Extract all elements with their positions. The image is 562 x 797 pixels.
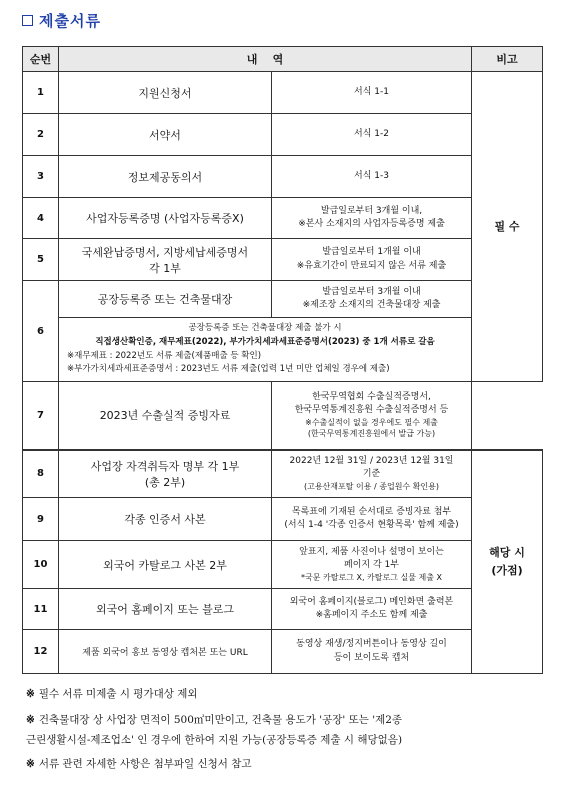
note-line: 페이지 각 1부 xyxy=(344,559,399,570)
row-note xyxy=(272,630,472,674)
footnote xyxy=(26,732,402,750)
row-item: 외국어 카탈로그 사본 2부 xyxy=(59,541,272,589)
row-item: 공장등록증 또는 건축물대장 xyxy=(59,281,272,318)
note-line: 발급일로부터 3개월 이내, xyxy=(320,205,423,216)
row-item: 제품 외국어 홍보 동영상 캡처본 또는 URL xyxy=(59,630,272,674)
note-line: *국문 카탈로그 X, 카탈로그 실물 제출 X xyxy=(301,572,442,582)
header-remark: 비고 xyxy=(472,47,543,72)
row-no: 7 xyxy=(23,382,59,450)
row-note xyxy=(272,239,472,281)
note-line: ※제조장 소재지의 건축물대장 제출 xyxy=(302,300,441,310)
footnote xyxy=(26,686,198,704)
note-line: (한국무역통계진흥원에서 발급 가능) xyxy=(307,429,436,439)
row-note xyxy=(272,450,472,498)
header-content: 내 역 xyxy=(59,47,472,72)
row-note: 서식 1-1 xyxy=(272,72,472,114)
note-line: 발급일로부터 1개월 이내 xyxy=(322,247,421,258)
item-line: 사업장 자격취득자 명부 각 1부 xyxy=(90,459,240,473)
footnote-text: 건축물대장 상 사업장 면적이 500㎡미만이고, 건축물 용도가 '공장' 또는 '제2종 xyxy=(38,714,403,726)
table-row xyxy=(23,450,543,498)
note-line: ※수출실적이 없을 경우에도 필수 제출 xyxy=(305,417,438,427)
row-no: 11 xyxy=(23,589,59,630)
row-note: 서식 1-3 xyxy=(272,156,472,198)
row-no: 10 xyxy=(23,541,59,589)
sub-line: ※재무제표 : 2022년도 서류 제출(제품매출 등 확인) xyxy=(67,350,262,361)
item-line: (총 2부) xyxy=(144,475,186,489)
row-item: 사업자등록증명 (사업자등록증X) xyxy=(59,198,272,239)
footnote xyxy=(26,712,402,730)
note-line: 한국무역협회 수출실적증명서, xyxy=(312,391,431,402)
row-sub-note xyxy=(59,318,472,382)
item-line: 각 1부 xyxy=(149,261,181,275)
row-no: 8 xyxy=(23,450,59,498)
table-row xyxy=(23,281,543,318)
footnote-mark: ※ xyxy=(26,688,35,700)
row-no: 9 xyxy=(23,498,59,541)
remark-line: 해당 시 xyxy=(489,546,525,560)
footnote xyxy=(26,756,252,774)
table-row xyxy=(23,239,543,281)
row-item: 각종 인증서 사본 xyxy=(59,498,272,541)
note-line: ※본사 소재지의 사업자등록증명 제출 xyxy=(298,219,445,229)
checkbox-square-icon xyxy=(22,15,33,26)
table-row xyxy=(23,498,543,541)
row-no: 12 xyxy=(23,630,59,674)
note-line: 발급일로부터 3개월 이내 xyxy=(322,286,421,297)
note-line: ※유효기간이 만료되지 않은 서류 제출 xyxy=(296,260,447,271)
row-no: 3 xyxy=(23,156,59,198)
table-row xyxy=(23,198,543,239)
row-item: 2023년 수출실적 증빙자료 xyxy=(59,382,272,450)
row-no: 5 xyxy=(23,239,59,281)
note-line: (서식 1-4 '각종 인증서 현황목록' 함께 제출) xyxy=(284,520,459,530)
table-row xyxy=(23,630,543,674)
row-no: 1 xyxy=(23,72,59,114)
section-title xyxy=(22,10,101,31)
note-line: (고용산재포탈 이용 / 종업원수 확인용) xyxy=(303,482,440,491)
sub-line: 공장등록증 또는 건축물대장 제출 불가 시 xyxy=(188,323,342,334)
row-note xyxy=(272,281,472,318)
row-note xyxy=(272,498,472,541)
table-row xyxy=(23,589,543,630)
footnote-text: 근린생활시설-제조업소' 인 경우에 한하여 지원 가능(공장등록증 제출 시 해당없음) xyxy=(26,734,403,746)
row-item: 서약서 xyxy=(59,114,272,156)
row-item: 외국어 홈페이지 또는 블로그 xyxy=(59,589,272,630)
note-line: 한국무역통계진흥원 수출실적증명서 등 xyxy=(294,404,449,415)
header-no: 순번 xyxy=(23,47,59,72)
sub-line: 직접생산확인증, 재무제표(2022), 부가가치세과세표준증명서(2023) 중 1개 서류로 갈음 xyxy=(95,336,435,347)
note-line: 기준 xyxy=(362,468,381,479)
row-item xyxy=(59,450,272,498)
table-row xyxy=(23,114,543,156)
note-line: 외국어 홈페이지(블로그) 메인화면 출력본 xyxy=(289,596,454,607)
row-item: 지원신청서 xyxy=(59,72,272,114)
footnote-mark: ※ xyxy=(26,714,35,726)
note-line: 등이 보이도록 캡처 xyxy=(333,652,410,663)
remark-applicable xyxy=(472,450,543,674)
row-note: 서식 1-2 xyxy=(272,114,472,156)
table-row xyxy=(23,541,543,589)
note-line: ※홈페이지 주소도 함께 제출 xyxy=(315,610,428,620)
footnote-text: 필수 서류 미제출 시 평가대상 제외 xyxy=(38,688,198,700)
table-header xyxy=(23,47,543,72)
documents-table xyxy=(22,46,543,674)
row-no: 2 xyxy=(23,114,59,156)
table-row-sub xyxy=(23,318,543,382)
row-note xyxy=(272,198,472,239)
note-line: 동영상 재생/정지버튼이나 동영상 길이 xyxy=(296,639,447,650)
table-row xyxy=(23,382,543,450)
row-note xyxy=(272,382,472,450)
row-no: 4 xyxy=(23,198,59,239)
footnote-text: 서류 관련 자세한 사항은 첨부파일 신청서 참고 xyxy=(38,758,252,770)
item-line: 국세완납증명서, 지방세납세증명서 xyxy=(81,245,249,259)
row-note xyxy=(272,541,472,589)
sub-line: ※부가가치세과세표준증명서 : 2023년도 서류 제출(업력 1년 미만 업체일 경우에 제출) xyxy=(67,364,390,375)
title-text: 제출서류 xyxy=(39,12,101,30)
remark-required: 필 수 xyxy=(472,72,543,382)
table-row xyxy=(23,156,543,198)
row-no: 6 xyxy=(23,281,59,382)
note-line: 2022년 12월 31일 / 2023년 12월 31일 xyxy=(289,455,454,466)
row-item xyxy=(59,239,272,281)
footnote-mark: ※ xyxy=(26,758,35,770)
note-line: 앞표지, 제품 사진이나 설명이 보이는 xyxy=(299,546,444,557)
note-line: 목록표에 기재된 순서대로 증빙자료 첨부 xyxy=(291,506,452,517)
remark-line: (가점) xyxy=(491,563,523,577)
row-item: 정보제공동의서 xyxy=(59,156,272,198)
row-note xyxy=(272,589,472,630)
table-row xyxy=(23,72,543,114)
